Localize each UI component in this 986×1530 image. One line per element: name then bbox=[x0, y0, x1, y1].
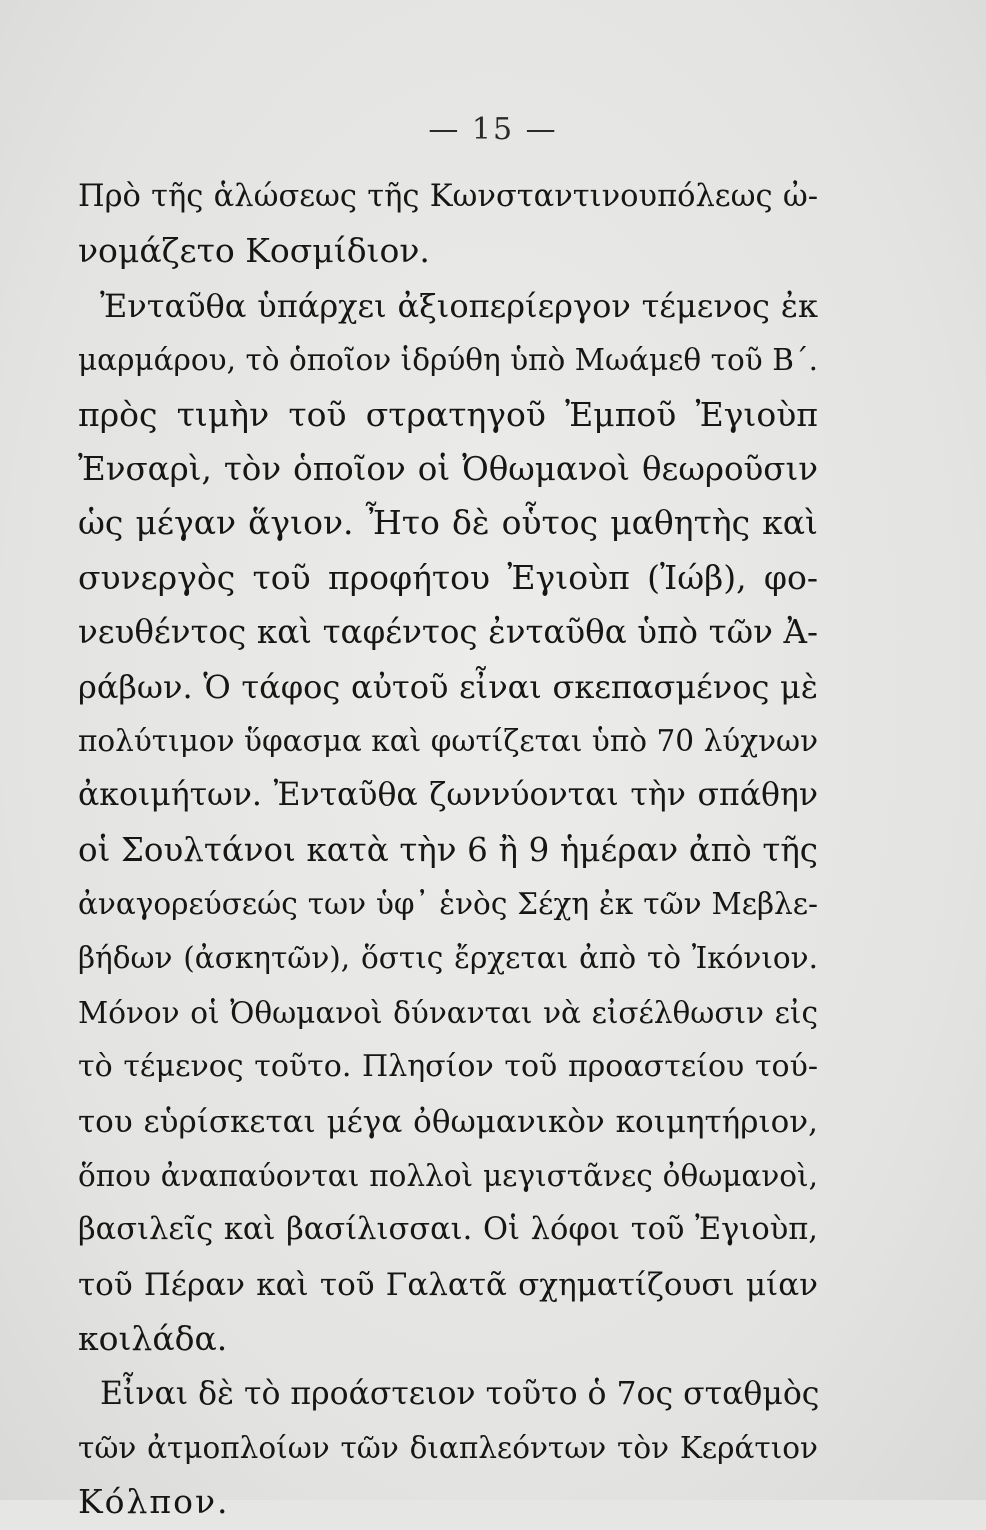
text-line: τὸ τέμενος τοῦτο. Πλησίον τοῦ προαστείου τού- bbox=[78, 1049, 818, 1085]
text-line: του εὑρίσκεται μέγα ὀθωμανικὸν κοιμητήριον, bbox=[78, 1103, 818, 1140]
text-line: Μόνον οἱ Ὀθωμανοὶ δύνανται νὰ εἰσέλθωσιν εἰς bbox=[78, 995, 818, 1030]
text-line: ράβων. Ὁ τάφος αὐτοῦ εἶναι σκεπασμένος μὲ bbox=[78, 667, 818, 706]
text-line: τοῦ Πέραν καὶ τοῦ Γαλατᾶ σχηματίζουσι μίαν bbox=[78, 1266, 818, 1303]
text-line: νευθέντος καὶ ταφέντος ἐνταῦθα ὑπὸ τῶν Ἀ- bbox=[78, 613, 818, 652]
paragraph-3 bbox=[78, 1367, 818, 1530]
text-line: νομάζετο Κοσμίδιον. bbox=[78, 231, 430, 271]
paragraph-2 bbox=[78, 279, 818, 1367]
text-line: βασιλεῖς καὶ βασίλισσαι. Οἱ λόφοι τοῦ Ἐγιοὺπ, bbox=[78, 1212, 818, 1248]
text-line: κοιλάδα. bbox=[78, 1319, 228, 1359]
text-line: πολύτιμον ὕφασμα καὶ φωτίζεται ὑπὸ 70 λύχνων bbox=[78, 723, 818, 758]
text-line: συνεργὸς τοῦ προφήτου Ἐγιοὺπ (Ἰώβ), φο- bbox=[78, 557, 818, 597]
body-text bbox=[78, 170, 818, 1530]
text-line: ἀκοιμήτων. Ἐνταῦθα ζωννύονται τὴν σπάθην bbox=[78, 777, 818, 814]
text-line: τῶν ἀτμοπλοίων τῶν διαπλεόντων τὸν Κεράτιον bbox=[78, 1430, 818, 1465]
text-line: Εἶναι δὲ τὸ προάστειον τοῦτο ὁ 7ος σταθμὸς bbox=[100, 1375, 820, 1412]
paragraph-1 bbox=[78, 170, 818, 279]
text-line: ἀναγορεύσεώς των ὑφ᾽ ἑνὸς Σέχη ἐκ τῶν Μεβλε- bbox=[78, 887, 818, 922]
text-line: πρὸς τιμὴν τοῦ στρατηγοῦ Ἐμποῦ Ἐγιοὺπ bbox=[78, 394, 818, 434]
text-line: οἱ Σουλτάνοι κατὰ τὴν 6 ἢ 9 ἡμέραν ἀπὸ τῆς bbox=[78, 830, 818, 869]
text-line: ὅπου ἀναπαύονται πολλοὶ μεγιστᾶνες ὀθωμανοὶ, bbox=[78, 1159, 818, 1194]
text-line: Πρὸ τῆς ἁλώσεως τῆς Κωνσταντινουπόλεως ὠ- bbox=[78, 179, 818, 214]
text-line: μαρμάρου, τὸ ὁποῖον ἱδρύθη ὑπὸ Μωάμεθ τοῦ Β΄. bbox=[78, 343, 818, 378]
text-line: Κόλπον. bbox=[78, 1482, 230, 1522]
page-number: — 15 — bbox=[428, 112, 558, 147]
text-line: Ἐνσαρὶ, τὸν ὁποῖον οἱ Ὀθωμανοὶ θεωροῦσιν bbox=[78, 449, 818, 488]
text-line: βήδων (ἀσκητῶν), ὅστις ἔρχεται ἀπὸ τὸ Ἰκόνιον. bbox=[78, 941, 818, 976]
text-line: Ἐνταῦθα ὑπάρχει ἀξιοπερίεργον τέμενος ἐκ bbox=[100, 286, 818, 325]
text-line: ὡς μέγαν ἅγιον. Ἦτο δὲ οὗτος μαθητὴς καὶ bbox=[78, 503, 818, 543]
